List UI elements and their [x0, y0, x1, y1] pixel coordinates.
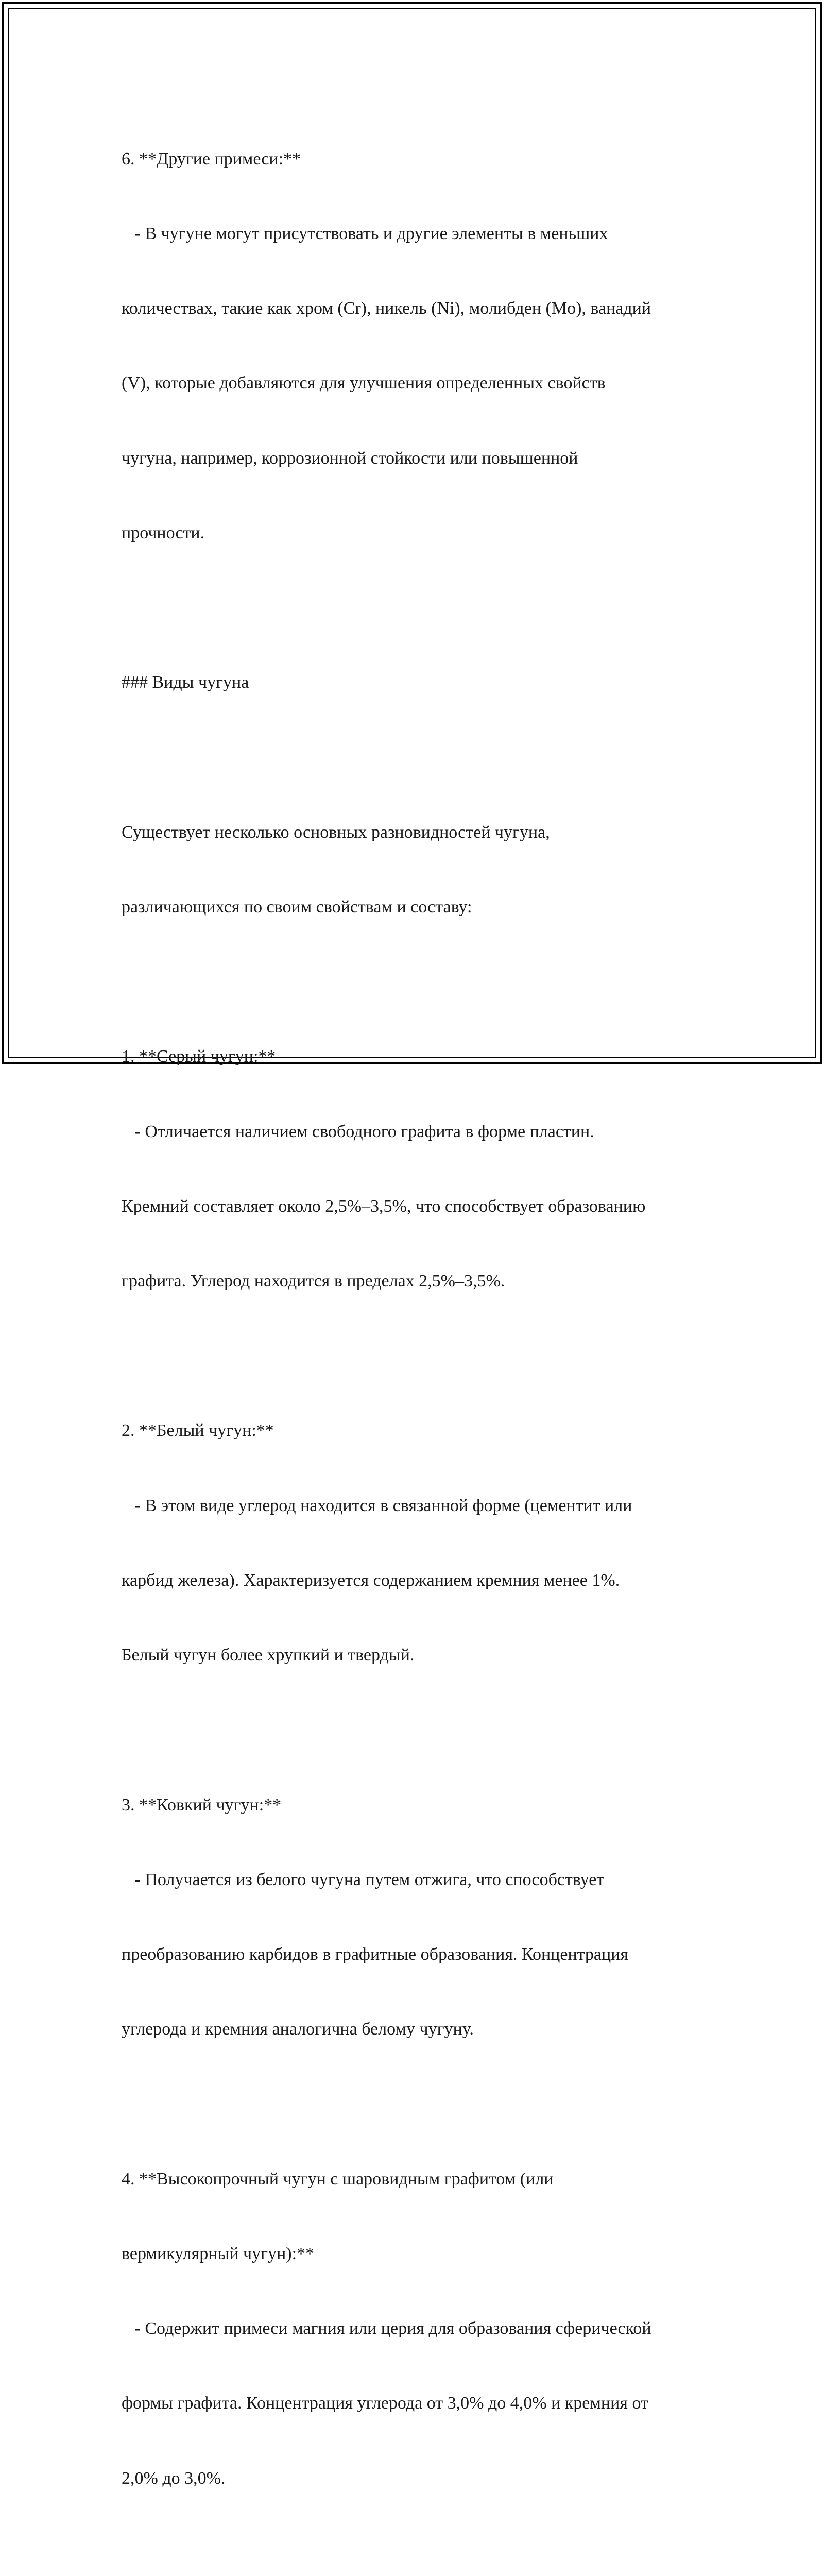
text-line: различающихся по своим свойствам и составу: — [122, 897, 472, 917]
text-line: карбид железа). Характеризуется содержанием кремния менее 1%. — [122, 1570, 620, 1590]
paragraph-intro — [122, 770, 709, 970]
text-line: (V), которые добавляются для улучшения определенных свойств — [122, 374, 606, 393]
text-line: 2. **Белый чугун:** — [122, 1421, 274, 1440]
text-line: - В чугуне могут присутствовать и другие элементы в меньших — [122, 224, 608, 244]
document-body — [122, 97, 709, 2576]
text-line: Существует несколько основных разновидностей чугуна, — [122, 822, 550, 842]
list-item-gray-iron — [122, 995, 709, 1344]
paragraph-other-impurities — [122, 97, 709, 596]
text-line: 3. **Ковкий чугун:** — [122, 1795, 282, 1815]
text-line: - В этом виде углерод находится в связанной форме (цементит или — [122, 1496, 632, 1515]
list-item-white-iron — [122, 1369, 709, 1718]
text-line: 1. **Серый чугун:** — [122, 1047, 276, 1066]
text-line: Кремний составляет около 2,5%–3,5%, что способствует образованию — [122, 1196, 646, 1216]
heading-line: ### Виды чугуна — [122, 673, 249, 692]
text-line: количествах, такие как хром (Cr), никель (Ni), молибден (Mo), ванадий — [122, 299, 651, 318]
text-line: вермикулярный чугун):** — [122, 2244, 315, 2263]
text-line: 4. **Высокопрочный чугун с шаровидным графитом (или — [122, 2169, 554, 2189]
text-line: прочности. — [122, 523, 205, 543]
text-line: - Содержит примеси магния или церия для образования сферической — [122, 2319, 651, 2338]
text-line: формы графита. Концентрация углерода от 3,0% до 4,0% и кремния от — [122, 2394, 648, 2413]
text-line: преобразованию карбидов в графитные образования. Концентрация — [122, 1944, 629, 1964]
section-heading-types — [122, 621, 709, 745]
text-line: Белый чугун более хрупкий и твердый. — [122, 1646, 415, 1665]
text-line: - Получается из белого чугуна путем отжига, что способствует — [122, 1870, 605, 1889]
list-item-alloyed-iron — [122, 2566, 709, 2576]
text-line: чугуна, например, коррозионной стойкости или повышенной — [122, 448, 578, 468]
list-item-ductile-iron — [122, 2117, 709, 2541]
list-item-malleable-iron — [122, 1743, 709, 2092]
text-line: углерода и кремния аналогична белому чугуну. — [122, 2020, 474, 2039]
text-line: графита. Углерод находится в пределах 2,5%–3,5%. — [122, 1272, 505, 1291]
text-line: - Отличается наличием свободного графита в форме пластин. — [122, 1122, 594, 1141]
text-line: 2,0% до 3,0%. — [122, 2468, 226, 2488]
text-line: 6. **Другие примеси:** — [122, 149, 301, 168]
